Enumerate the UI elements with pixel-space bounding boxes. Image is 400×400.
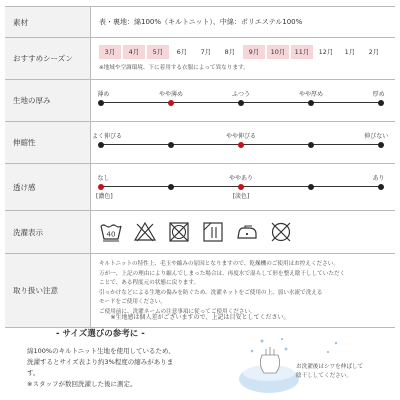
season-months xyxy=(99,45,395,59)
no-tumble-dry-icon xyxy=(167,221,191,243)
season-month: 5月 xyxy=(147,45,169,59)
thickness-row xyxy=(5,80,395,122)
thickness-scale-label: 薄め xyxy=(97,91,110,98)
stretch-row xyxy=(5,122,395,164)
transparency-scale-dot xyxy=(308,184,314,190)
size-guide-text xyxy=(27,346,232,390)
season-month: 1月 xyxy=(344,48,356,56)
season-month: 12月 xyxy=(318,48,334,56)
transparency-scale-dot xyxy=(98,184,104,190)
text-line: お洗濯後はシワを伸ばして xyxy=(296,364,364,370)
transparency-scale-label: あり xyxy=(372,175,385,182)
season-month: 2月 xyxy=(368,48,380,56)
stretch-scale-dot xyxy=(378,142,384,148)
season-cell xyxy=(91,38,395,79)
season-row xyxy=(5,38,395,80)
thickness-header: 生地の厚み xyxy=(5,80,91,121)
thickness-scale xyxy=(97,86,385,116)
thickness-scale-dot xyxy=(238,100,244,106)
season-month: 9月 xyxy=(243,45,265,59)
stretch-scale-label: やや伸びる xyxy=(225,133,257,140)
transparency-scale-sublabel: [淡色] xyxy=(232,193,250,200)
stretch-scale-label: 伸びない xyxy=(364,133,389,140)
no-bleach-icon xyxy=(133,221,157,243)
illustration-note xyxy=(296,363,363,380)
fabric-footnote: ※生地感は個人差がございますので、上記は目安としてください。 xyxy=(110,314,290,321)
text-line: キルトニットの特性上、毛玉や縮みの原因となりますので、乾燥機のご使用はお控えください。 xyxy=(99,261,339,267)
season-month: 8月 xyxy=(224,48,236,56)
thickness-scale-label: 厚め xyxy=(372,91,385,98)
transparency-scale-sublabel: [濃色] xyxy=(95,193,113,200)
text-line: ご使用前に、洗濯ネームの注意事項に従ってご使用ください。 xyxy=(99,308,256,315)
thickness-scale-dot xyxy=(378,100,384,106)
thickness-scale-dot xyxy=(308,100,314,106)
transparency-scale-label: なし xyxy=(97,175,110,182)
material-row xyxy=(5,7,395,38)
season-month: 3月 xyxy=(99,45,121,59)
thickness-scale-label: ふつう xyxy=(231,91,251,98)
thickness-scale-label: やや薄め xyxy=(158,91,184,98)
season-note: ※地域や空調環境、下に着用する衣服によって異なります。 xyxy=(99,65,249,71)
care-row xyxy=(5,211,395,254)
stretch-scale-dot xyxy=(98,142,104,148)
material-header: 素材 xyxy=(5,7,91,37)
line-dry-shade-icon xyxy=(201,221,225,243)
season-month: 6月 xyxy=(176,48,188,56)
transparency-scale-label: ややあり xyxy=(228,175,254,182)
size-guide-title: - サイズ選びの参考に - xyxy=(56,329,145,339)
text-line: ※スタッフが数回洗濯した後に測定。 xyxy=(27,380,137,388)
season-month: 11月 xyxy=(291,45,313,59)
transparency-scale-dot xyxy=(378,184,384,190)
low-iron-icon xyxy=(235,221,259,243)
season-month: 4月 xyxy=(123,45,145,59)
text-line: 洗濯するとサイズ表より約3%程度の縮みがありま xyxy=(27,358,174,366)
season-header: おすすめシーズン xyxy=(5,38,91,79)
transparency-scale-dot xyxy=(168,184,174,190)
care-header: 洗濯表示 xyxy=(5,211,91,253)
stretch-scale-dot xyxy=(308,142,314,148)
stretch-header: 伸縮性 xyxy=(5,122,91,163)
transparency-header: 透け感 xyxy=(5,164,91,210)
wash-temperature: 40 xyxy=(106,230,116,239)
text-line: 万が一、上記の理由により縮んでしまった場合は、再度水で湿らして形を整え陰干ししていただく xyxy=(99,270,346,277)
stretch-scale-dot xyxy=(168,142,174,148)
transparency-scale xyxy=(95,170,385,200)
transparency-row xyxy=(5,164,395,211)
text-line: す。 xyxy=(27,369,40,377)
wash-40-gentle-icon xyxy=(99,221,123,243)
stretch-scale-dot xyxy=(238,142,244,148)
no-dry-clean-icon xyxy=(269,221,293,243)
text-line: 綿100%のキルトニット生地を使用しているため、 xyxy=(27,347,175,355)
stretch-scale xyxy=(91,128,389,158)
text-line: 陰干ししてください。 xyxy=(296,372,352,379)
thickness-scale-label: やや厚め xyxy=(298,91,324,98)
thickness-scale-dot xyxy=(168,100,174,106)
product-spec-table xyxy=(5,6,395,328)
material-value: 表・裏地：綿100%（キルトニット）、中綿：ポリエステル100% xyxy=(99,18,303,26)
season-month: 10月 xyxy=(267,45,289,59)
transparency-scale-dot xyxy=(238,184,244,190)
care-icons xyxy=(91,211,395,253)
stretch-scale-label: よく伸びる xyxy=(91,133,123,140)
text-line: 引っかけなどによる生地の傷みを防ぐため、洗濯ネットをご使用の上、弱い水流で洗える xyxy=(99,289,323,296)
text-line: モードをご使用ください。 xyxy=(99,299,166,306)
handling-header: 取り扱い注意 xyxy=(5,254,91,327)
season-month: 7月 xyxy=(200,48,212,56)
text-line: ことで、ある程度元の状態に戻ります。 xyxy=(99,280,200,287)
thickness-scale-dot xyxy=(98,100,104,106)
